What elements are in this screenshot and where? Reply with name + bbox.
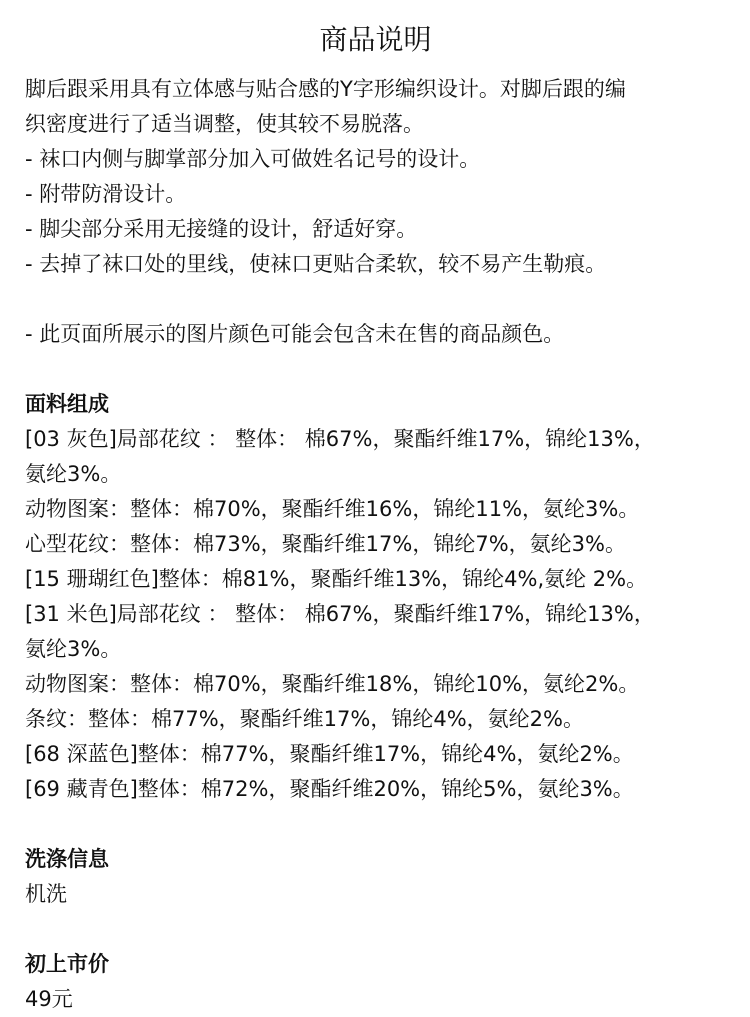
material-line: [31 米色]局部花纹 ： 整体： 棉67%，聚酯纤维17%，锦纶13%，	[25, 602, 655, 626]
description-line: 织密度进行了适当调整，使其较不易脱落。	[25, 112, 424, 136]
materials-section	[25, 387, 726, 807]
spacer	[25, 282, 726, 317]
spacer	[25, 807, 726, 842]
description-line: - 去掉了袜口处的里线，使袜口更贴合柔软，较不易产生勒痕。	[25, 252, 607, 276]
spacer	[25, 352, 726, 387]
price-section	[25, 947, 726, 1017]
material-line: 心型花纹：整体：棉73%，聚酯纤维17%，锦纶7%，氨纶3%。	[25, 532, 626, 556]
price-value: 49元	[25, 987, 73, 1011]
materials-heading: 面料组成	[25, 392, 109, 416]
price-heading: 初上市价	[25, 952, 109, 976]
washing-value: 机洗	[25, 882, 67, 906]
material-line: 条纹：整体：棉77%，聚酯纤维17%，锦纶4%，氨纶2%。	[25, 707, 584, 731]
description-section	[25, 72, 726, 282]
material-line: 动物图案：整体：棉70%，聚酯纤维16%，锦纶11%，氨纶3%。	[25, 497, 640, 521]
material-line: 氨纶3%。	[25, 462, 122, 486]
material-line: 氨纶3%。	[25, 637, 122, 661]
description-line: - 附带防滑设计。	[25, 182, 187, 206]
material-line: [69 藏青色]整体：棉72%，聚酯纤维20%，锦纶5%，氨纶3%。	[25, 777, 634, 801]
washing-heading: 洗涤信息	[25, 847, 109, 871]
material-line: [15 珊瑚红色]整体：棉81%，聚酯纤维13%，锦纶4%,氨纶 2%。	[25, 567, 648, 591]
color-disclaimer: - 此页面所展示的图片颜色可能会包含未在售的商品颜色。	[25, 322, 565, 346]
page-title: 商品说明	[319, 23, 432, 56]
description-line: - 袜口内侧与脚掌部分加入可做姓名记号的设计。	[25, 147, 481, 171]
washing-section	[25, 842, 726, 912]
description-line: 脚后跟采用具有立体感与贴合感的Y字形编织设计。对脚后跟的编	[25, 77, 626, 101]
spacer	[25, 912, 726, 947]
material-line: [03 灰色]局部花纹 ： 整体： 棉67%，聚酯纤维17%，锦纶13%，	[25, 427, 655, 451]
material-line: 动物图案：整体：棉70%，聚酯纤维18%，锦纶10%，氨纶2%。	[25, 672, 640, 696]
description-line: - 脚尖部分采用无接缝的设计，舒适好穿。	[25, 217, 418, 241]
material-line: [68 深蓝色]整体：棉77%，聚酯纤维17%，锦纶4%，氨纶2%。	[25, 742, 634, 766]
